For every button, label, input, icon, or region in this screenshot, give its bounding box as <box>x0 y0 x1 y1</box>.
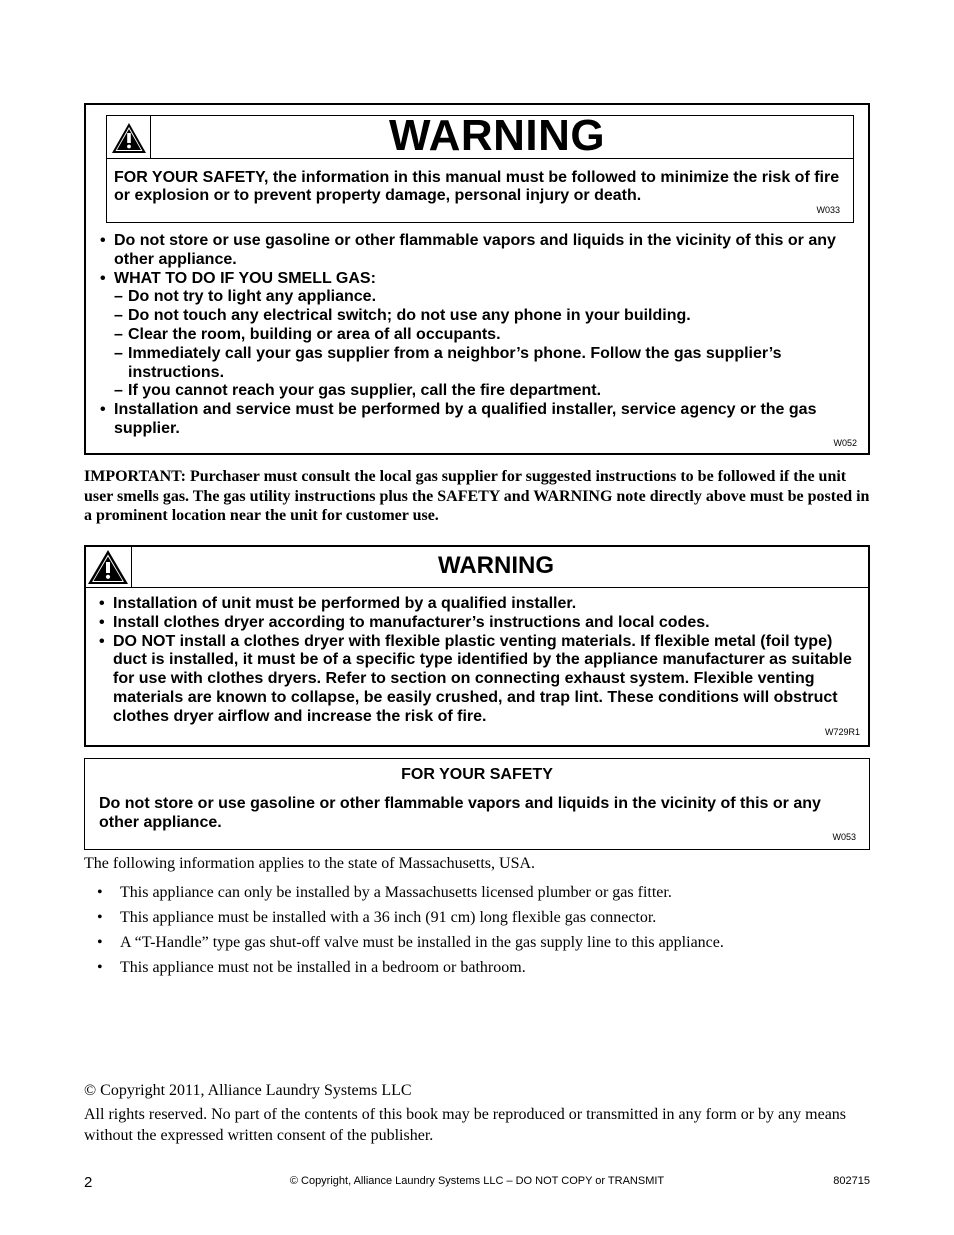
warning-code: W052 <box>833 438 857 448</box>
list-item-text: This appliance must be installed with a 36 inch (91 cm) long flexible gas connector. <box>120 909 657 926</box>
safety-body: Do not store or use gasoline or other flammable vapors and liquids in the vicinity of this or any other appliance. <box>99 795 821 831</box>
safety-box <box>84 758 870 850</box>
list-item-text: Installation of unit must be performed by a qualified installer. <box>113 595 577 612</box>
warning-icon-cell <box>107 116 151 159</box>
warning-box-gas <box>84 103 870 455</box>
list-item-text: Install clothes dryer according to manufacturer’s instructions and local codes. <box>113 613 710 631</box>
warning-list <box>99 595 859 727</box>
list-item-text: WHAT TO DO IF YOU SMELL GAS: <box>114 269 376 287</box>
copyright-notice: © Copyright 2011, Alliance Laundry Systems LLC <box>84 1082 412 1099</box>
dash-marker: – <box>114 288 123 306</box>
massachusetts-intro: The following information applies to the state of Massachusetts, USA. <box>84 855 536 872</box>
list-item-text: If you cannot reach your gas supplier, call the fire department. <box>128 382 602 400</box>
massachusetts-list-item <box>84 908 874 933</box>
warning-sub-item <box>114 307 860 326</box>
warning-title: WARNING <box>438 552 554 579</box>
massachusetts-list-item <box>84 883 874 908</box>
dash-marker: – <box>114 307 123 325</box>
warning-bullet-item <box>99 633 859 727</box>
list-item-text: Immediately call your gas supplier from a neighbor’s phone. Follow the gas supplier’s instructions. <box>128 344 782 381</box>
list-item-text: Installation and service must be performed by a qualified installer, service agency or the gas supplier. <box>114 401 817 437</box>
massachusetts-list <box>84 883 874 983</box>
rights-statement: All rights reserved. No part of the contents of this book may be reproduced or transmitted in any form or by any means without the expressed written consent of the publisher. <box>84 1106 847 1144</box>
dash-marker: – <box>114 325 123 343</box>
warning-title: WARNING <box>389 111 606 160</box>
warning-bullet-item <box>100 232 860 270</box>
warning-bullet-item <box>99 614 859 633</box>
warning-bullet-item <box>100 270 860 289</box>
list-item-text: This appliance can only be installed by a Massachusetts licensed plumber or gas fitter. <box>120 884 672 901</box>
dash-marker: – <box>114 382 123 400</box>
bullet-marker: • <box>100 401 106 419</box>
massachusetts-list-item <box>84 958 874 983</box>
list-item-text: DO NOT install a clothes dryer with flexible plastic venting materials. If flexible metal (foil type) duct is installed, it must be of a specific type identified by the appliance manufacturer as suitable for use with clothes dryers. Refer to section on connecting exhaust system. Flexible venting materials are known to collapse, be easily crushed, and trap lint. These conditions will obstruct clothes dryer airflow and increase the risk of fire. <box>113 632 852 725</box>
important-note: IMPORTANT: Purchaser must consult the local gas supplier for suggested instructions to be followed if the unit user smells gas. The gas utility instructions plus the SAFETY and WARNING note directly above must be posted in a prominent location near the unit for customer use. <box>84 468 870 524</box>
warning-triangle-icon <box>87 549 129 585</box>
bullet-marker: • <box>97 959 103 976</box>
warning-sub-item <box>114 345 860 383</box>
warning-sub-item <box>114 288 860 307</box>
list-item-text: Do not store or use gasoline or other flammable vapors and liquids in the vicinity of this or any other appliance. <box>114 232 836 268</box>
bullet-marker: • <box>99 613 105 631</box>
warning-list <box>100 232 860 439</box>
list-item-text: Do not try to light any appliance. <box>128 288 377 306</box>
list-item-text: This appliance must not be installed in a bedroom or bathroom. <box>120 959 526 976</box>
bullet-marker: • <box>97 884 103 901</box>
warning-bullet-item <box>100 401 860 439</box>
warning-box-installation <box>84 545 870 747</box>
warning-bullet-item <box>99 595 859 614</box>
safety-notice-box <box>106 111 854 223</box>
document-number: 802715 <box>833 1175 870 1187</box>
bullet-marker: • <box>99 595 105 612</box>
bullet-marker: • <box>100 232 106 249</box>
safety-title: FOR YOUR SAFETY <box>401 766 553 783</box>
warning-icon-cell <box>86 547 132 588</box>
warning-title-cell <box>132 547 868 588</box>
list-item-text: A “T-Handle” type gas shut-off valve must be installed in the gas supply line to this appliance. <box>120 934 724 951</box>
page-number: 2 <box>84 1174 93 1191</box>
safety-code: W053 <box>832 832 856 842</box>
safety-statement: FOR YOUR SAFETY, the information in this manual must be followed to minimize the risk of fire or explosion or to prevent property damage, personal injury or death. <box>114 169 840 204</box>
bullet-marker: • <box>99 632 105 650</box>
list-item-text: Clear the room, building or area of all occupants. <box>128 325 501 343</box>
warning-sub-item <box>114 326 860 345</box>
warning-sub-item <box>114 382 860 401</box>
warning-title-cell <box>151 111 853 160</box>
list-item-text: Do not touch any electrical switch; do not use any phone in your building. <box>128 307 691 325</box>
bullet-marker: • <box>97 909 103 926</box>
bullet-marker: • <box>97 934 103 951</box>
massachusetts-list-item <box>84 933 874 958</box>
warning-code: W033 <box>816 205 840 215</box>
footer-copyright: © Copyright, Alliance Laundry Systems LLC – DO NOT COPY or TRANSMIT <box>289 1175 665 1187</box>
warning-code: W729R1 <box>824 727 860 737</box>
dash-marker: – <box>114 344 123 362</box>
bullet-marker: • <box>100 269 106 287</box>
warning-triangle-icon <box>111 122 147 154</box>
